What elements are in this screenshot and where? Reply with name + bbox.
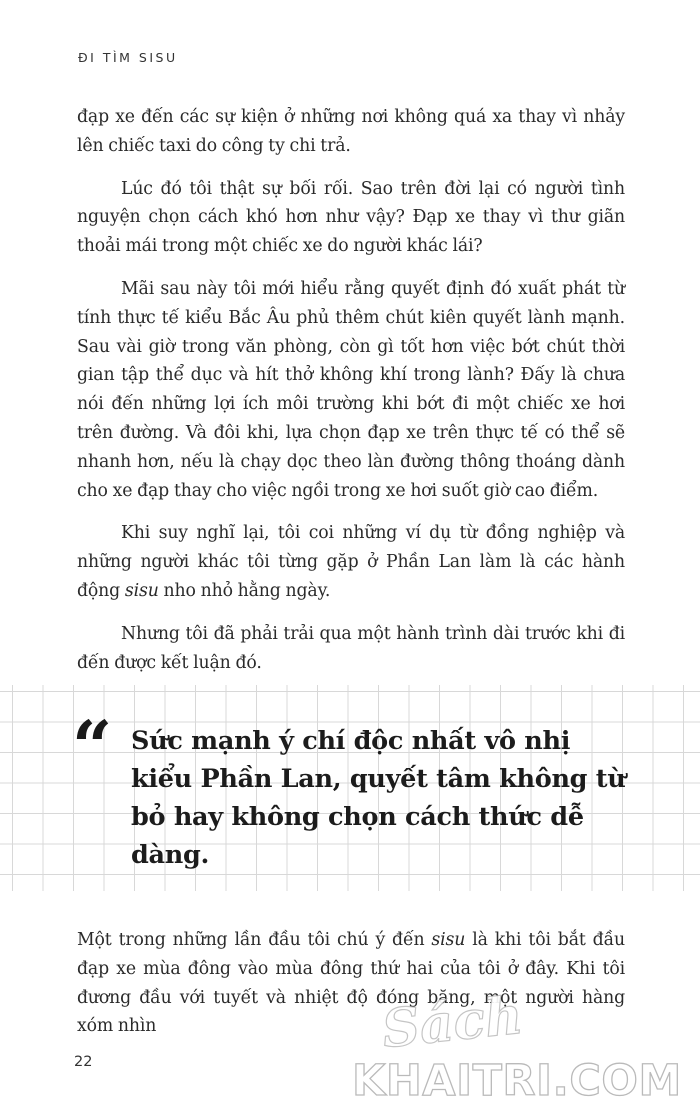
running-header: ĐI TÌM SISU [78,50,178,65]
quote-mark-icon: “ [72,705,113,788]
watermark-script-text: Sách [379,984,526,1061]
pull-quote-text: Sức mạnh ý chí độc nhất vô nhị kiểu Phần Lan, quyết tâm không từ bỏ hay không chọn cách thức dễ dàng. [131,726,626,870]
body-section-top [77,103,625,691]
paragraph-nordic-practicality: Mãi sau này tôi mới hiểu rằng quyết định đó xuất phát từ tính thực tế kiểu Bắc Âu phủ thêm chút kiên quyết lành mạnh. Sau vài giờ trong văn phòng, còn gì tốt hơn việc bớt chút thời gian tập thể dục và hít thở không khí trong lành? Đấy là chưa nói đến những lợi ích môi trường khi bớt đi một chiếc xe hơi trên đường. Và đôi khi, lựa chọn đạp xe trên thực tế có thể sẽ nhanh hơn, nếu là chạy dọc theo làn đường thông thoáng dành cho xe đạp thay cho việc ngồi trong xe hơi suốt giờ cao điểm. [77,278,625,501]
paragraph-long-journey: Nhưng tôi đã phải trải qua một hành trình dài trước khi đi đến được kết luận đó. [77,623,625,673]
watermark-logo [352,984,692,1115]
paragraph-sisu-actions [77,519,625,605]
paragraph-confusion: Lúc đó tôi thật sự bối rối. Sao trên đời lại có người tình nguyện chọn cách khó hơn như vậy? Đạp xe thay vì thư giãn thoải mái trong một chiếc xe do người khác lái? [77,178,625,257]
paragraph-continuation: đạp xe đến các sự kiện ở những nơi không quá xa thay vì nhảy lên chiếc taxi do công ty chi trả. [77,107,625,156]
sisu-emphasis: sisu [124,580,159,601]
sisu-emphasis: sisu [431,930,466,950]
text-run: nho nhỏ hằng ngày. [158,580,331,601]
page-number: 22 [74,1054,93,1070]
text-run: Khi suy nghĩ lại, tôi coi những ví dụ từ đồng nghiệp và những người khác tôi từng gặp ở Phần Lan làm là các hành động [77,523,625,601]
text-run: Một trong những lần đầu tôi chú ý đến [77,930,432,950]
text-run: là khi tôi bắt đầu đạp xe mùa đông vào mùa đông thứ hai của tôi ở đây. Khi tôi đương đầu với tuyết và nhiệt độ đóng băng, một người hàng xóm nhìn [77,930,625,1037]
watermark-main-text: KHAITRI.COM [352,1056,682,1106]
